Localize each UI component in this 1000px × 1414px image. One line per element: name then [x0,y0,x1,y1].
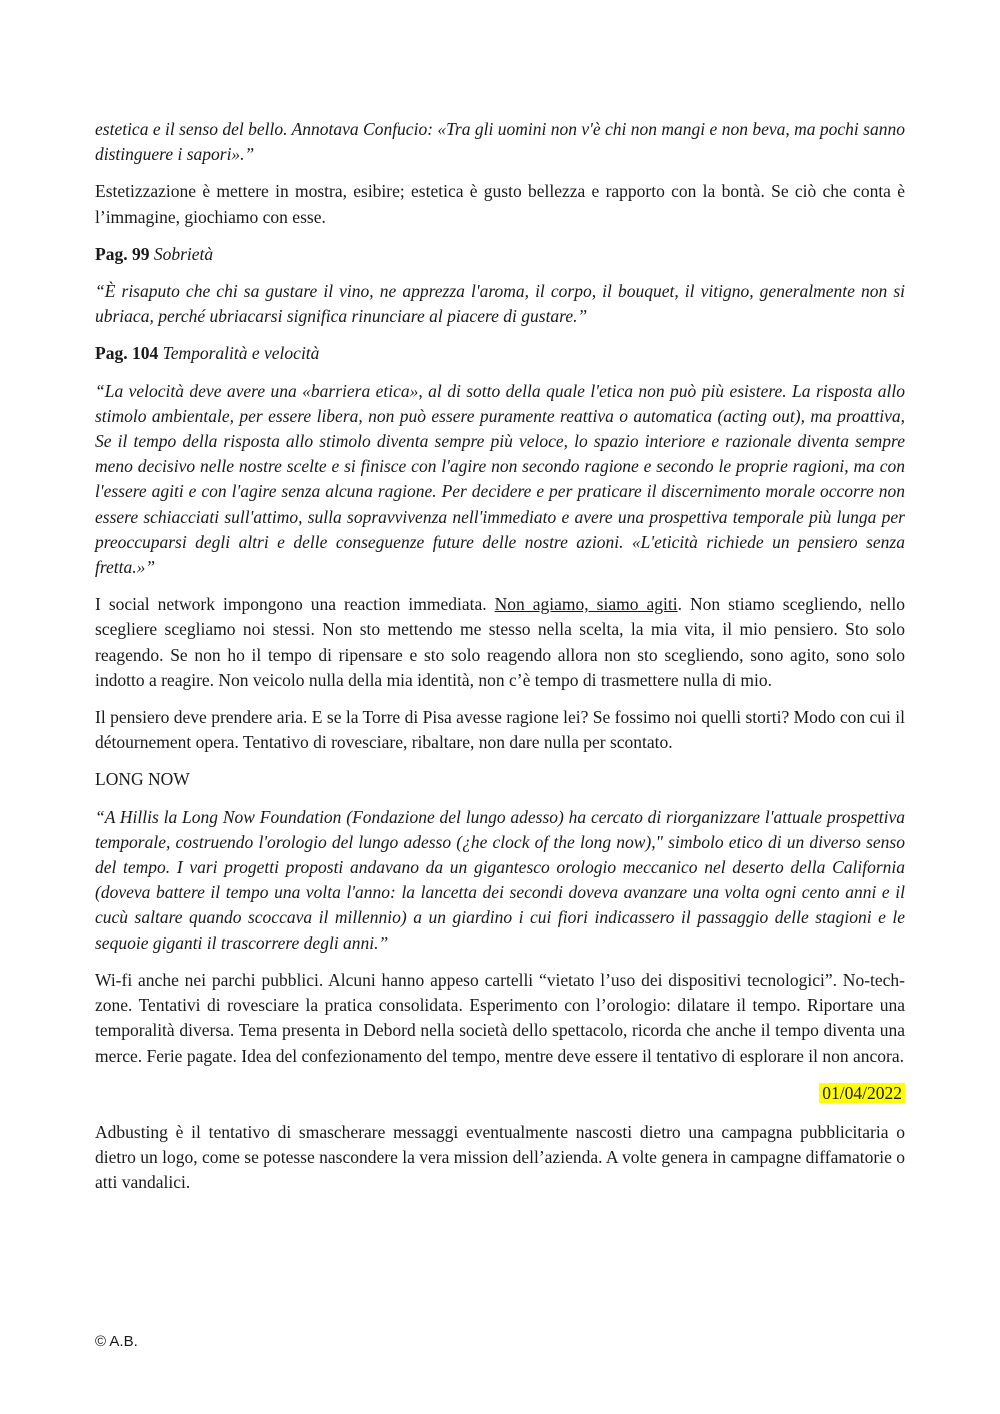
quote-velocita: “La velocità deve avere una «barriera etica», al di sotto della quale l'etica non può più esistere. La risposta allo stimolo ambientale, per essere libera, non può essere puramente reattiva o automatica (acting out), ma proattiva, Se il tempo della risposta allo stimolo diventa sempre più veloce, lo spazio interiore e razionale diventa sempre meno decisivo nelle nostre scelte e si finisce con l'agire non secondo ragione e secondo le proprie ragioni, ma con l'essere agiti e con l'agire senza alcuna ragione. Per decidere e per praticare il discernimento morale occorre non essere schiacciati sull'attimo, sulla sopravvivenza nell'immediato e avere una prospettiva temporale più lunga per preoccuparsi degli altri e delle conseguenze future delle nostre azioni. «L'eticità richiede un pensiero senza fretta.»” [95,380,905,578]
document-page [95,117,905,1207]
date-row [95,1081,905,1106]
quote-confucio: estetica e il senso del bello. Annotava Confucio: «Tra gli uomini non v'è chi non mangi e non beva, ma pochi sanno distinguere i sapori».” [95,119,905,165]
page-ref: Pag. 104 [95,343,159,364]
paragraph-adbusting: Adbusting è il tentativo di smascherare messaggi eventualmente nascosti dietro una campagna pubblicitaria o dietro un logo, come se potesse nascondere la vera mission dell’azienda. A volte genera in campagne diffamatorie o atti vandalici. [95,1121,905,1193]
quote-long-now: “A Hillis la Long Now Foundation (Fondazione del lungo adesso) ha cercato di riorganizzare l'attuale prospettiva temporale, costruendo l'orologio del lungo adesso (¿he clock of the long now)," simbolo etico di un diverso senso del tempo. I vari progetti proposti andavano da un gigantesco orologio meccanico nel deserto della California (doveva battere il tempo una volta l'anno: la lancetta dei secondi doveva avanzare una volta ogni cento anni e il cucù saltare quando scoccava il millennio) a un giardino i cui fiori indicassero il passaggio delle stagioni e le sequoie giganti il trascorrere degli anni.” [95,806,905,953]
paragraph-social-network [95,592,905,693]
text-part: . Non stiamo scegliendo, nello scegliere scegliamo noi stessi. Non sto mettendo me stesso nella scelta, la mia vita, il mio pensiero. Sto solo reagendo. Se non ho il tempo di ripensare e sto solo reagendo allora non sto scegliendo, sono agito, sono solo indotto a reagire. Non veicolo nulla della mia identità, non c’è tempo di trasmettere nulla di mio. [95,594,905,690]
section-title: Sobrietà [153,243,214,264]
paragraph-wifi: Wi-fi anche nei parchi pubblici. Alcuni hanno appeso cartelli “vietato l’uso dei dispositivi tecnologici”. No-tech-zone. Tentativi di rovesciare la pratica consolidata. Esperimento con l’orologio: dilatare il tempo. Riportare una temporalità diversa. Tema presenta in Debord nella società dello spettacolo, ricorda che anche il tempo diventa una merce. Ferie pagate. Idea del confezionamento del tempo, mentre deve essere il tentativo di esplorare il non ancora. [95,969,905,1066]
section-heading-temporalita [95,341,905,366]
text-part: I social network impongono una reaction immediata. [95,594,495,615]
underlined-text: Non agiamo, siamo agiti [494,594,678,615]
paragraph-estetizzazione: Estetizzazione è mettere in mostra, esibire; estetica è gusto bellezza e rapporto con la bontà. Se ciò che conta è l’immagine, giochiamo con esse. [95,181,905,227]
paragraph-pensiero: Il pensiero deve prendere aria. E se la Torre di Pisa avesse ragione lei? Se fossimo noi quelli storti? Modo con cui il détournement opera. Tentativo di rovesciare, ribaltare, non dare nulla per scontato. [95,707,905,753]
footer-copyright: © A.B. [95,1333,138,1350]
quote-vino: “È risaputo che chi sa gustare il vino, ne apprezza l'aroma, il corpo, il bouquet, il vitigno, generalmente non si ubriaca, perché ubriacarsi significa rinunciare al piacere di gustare.” [95,281,905,327]
heading-long-now: LONG NOW [95,769,190,790]
section-title: Temporalità e velocità [162,343,320,364]
page-ref: Pag. 99 [95,243,150,264]
date-highlight: 01/04/2022 [819,1083,905,1103]
section-heading-sobrieta [95,242,905,267]
